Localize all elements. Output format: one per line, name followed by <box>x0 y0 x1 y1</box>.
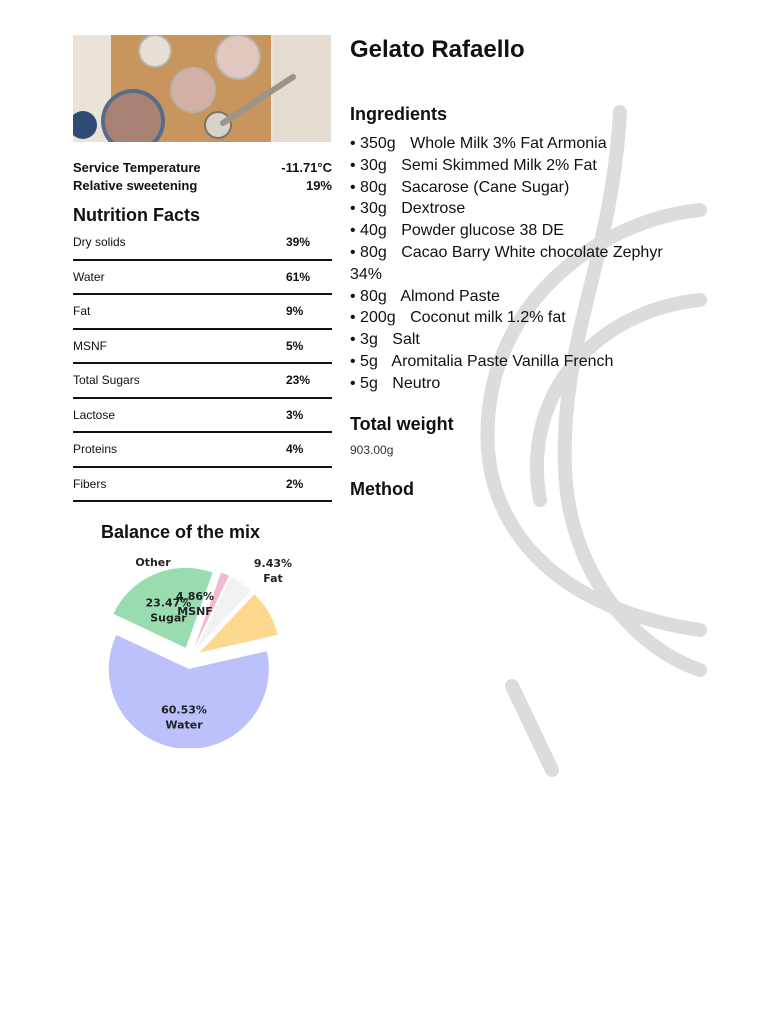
list-item: • 30g Semi Skimmed Milk 2% Fat <box>350 156 597 174</box>
ingredient-name: Coconut milk 1.2% fat <box>410 309 566 327</box>
nutrition-value: 2% <box>286 476 304 491</box>
ingredient-name: Almond Paste <box>400 287 500 305</box>
nutrition-label: Fibers <box>73 476 107 491</box>
table-row <box>73 433 332 468</box>
relative-sweetening-row <box>73 178 332 193</box>
table-row <box>73 399 332 434</box>
table-row <box>73 468 332 503</box>
nutrition-label: Proteins <box>73 442 118 457</box>
table-row <box>73 261 332 296</box>
list-item: • 5g Aromitalia Paste Vanilla French <box>350 352 614 370</box>
ingredient-name: Neutro <box>392 374 441 392</box>
service-temperature-value: -11.71°C <box>281 160 332 175</box>
ingredient-name: Sacarose (Cane Sugar) <box>401 178 570 196</box>
nutrition-label: Lactose <box>73 407 116 422</box>
ingredient-qty: 3g <box>360 331 378 349</box>
ingredients-list <box>350 133 695 395</box>
nutrition-value: 9% <box>286 304 304 319</box>
ingredient-name: Aromitalia Paste Vanilla French <box>391 352 614 370</box>
ingredient-qty: 200g <box>360 309 396 327</box>
list-item: • 350g Whole Milk 3% Fat Armonia <box>350 135 607 152</box>
recipe-title: Gelato Rafaello <box>350 36 525 63</box>
list-item: • 80g Cacao Barry White chocolate Zephyr 34% <box>350 243 663 283</box>
ingredient-name: Cacao Barry White chocolate Zephyr 34% <box>350 243 663 283</box>
balance-pie-chart <box>80 548 310 748</box>
method-heading: Method <box>350 479 414 499</box>
total-weight-heading: Total weight <box>350 414 454 434</box>
list-item: • 80g Sacarose (Cane Sugar) <box>350 178 570 196</box>
nutrition-value: 23% <box>286 373 311 388</box>
table-row <box>73 330 332 365</box>
list-item: • 3g Salt <box>350 331 420 349</box>
ingredient-qty: 80g <box>360 287 387 305</box>
ingredient-qty: 80g <box>360 178 387 196</box>
ingredients-heading: Ingredients <box>350 104 448 124</box>
ingredient-name: Dextrose <box>401 200 466 218</box>
pie-label-fat: 9.43% Fat <box>253 557 293 585</box>
pie-label-sugar: 23.47% Sugar <box>145 596 192 625</box>
ingredient-qty: 5g <box>360 374 378 392</box>
list-item: • 30g Dextrose <box>350 200 466 218</box>
ingredient-name: Whole Milk 3% Fat Armonia <box>410 135 607 152</box>
nutrition-label: MSNF <box>73 338 107 353</box>
nutrition-value: 39% <box>286 235 311 250</box>
ingredient-name: Salt <box>392 331 420 349</box>
relative-sweetening-value: 19% <box>305 178 332 193</box>
relative-sweetening-label: Relative sweetening <box>73 178 198 193</box>
service-temperature-label: Service Temperature <box>73 160 201 175</box>
list-item: • 200g Coconut milk 1.2% fat <box>350 309 566 327</box>
list-item: • 40g Powder glucose 38 DE <box>350 222 564 240</box>
ingredient-qty: 30g <box>360 156 387 174</box>
pie-label-msnf: 4.86% MSNF <box>175 590 215 618</box>
nutrition-value: 5% <box>286 338 304 353</box>
ingredient-name: Semi Skimmed Milk 2% Fat <box>401 156 597 174</box>
chart-title: Balance of the mix <box>101 522 261 542</box>
nutrition-table <box>73 226 332 502</box>
total-weight-value: 903.00g <box>350 443 394 457</box>
ingredient-name: Powder glucose 38 DE <box>401 222 564 240</box>
nutrition-value: 3% <box>286 407 304 422</box>
ingredient-qty: 30g <box>360 200 387 218</box>
table-row <box>73 364 332 399</box>
nutrition-facts-heading: Nutrition Facts <box>73 205 201 225</box>
table-row <box>73 226 332 261</box>
nutrition-label: Total Sugars <box>73 373 140 388</box>
list-item: • 5g Neutro <box>350 374 441 392</box>
nutrition-value: 61% <box>286 269 311 284</box>
ingredient-qty: 350g <box>360 135 396 152</box>
ingredient-qty: 80g <box>360 243 387 261</box>
ingredient-qty: 5g <box>360 352 378 370</box>
ingredient-qty: 40g <box>360 222 387 240</box>
table-row <box>73 295 332 330</box>
list-item: • 80g Almond Paste <box>350 287 500 305</box>
service-temperature-row <box>73 160 332 175</box>
gelato-photo <box>73 35 331 142</box>
pie-label-water: 60.53% Water <box>161 703 207 732</box>
nutrition-label: Fat <box>73 304 91 319</box>
nutrition-label: Water <box>73 269 105 284</box>
pie-label-other: Other <box>135 556 171 569</box>
nutrition-value: 4% <box>286 442 304 457</box>
nutrition-label: Dry solids <box>73 235 126 250</box>
